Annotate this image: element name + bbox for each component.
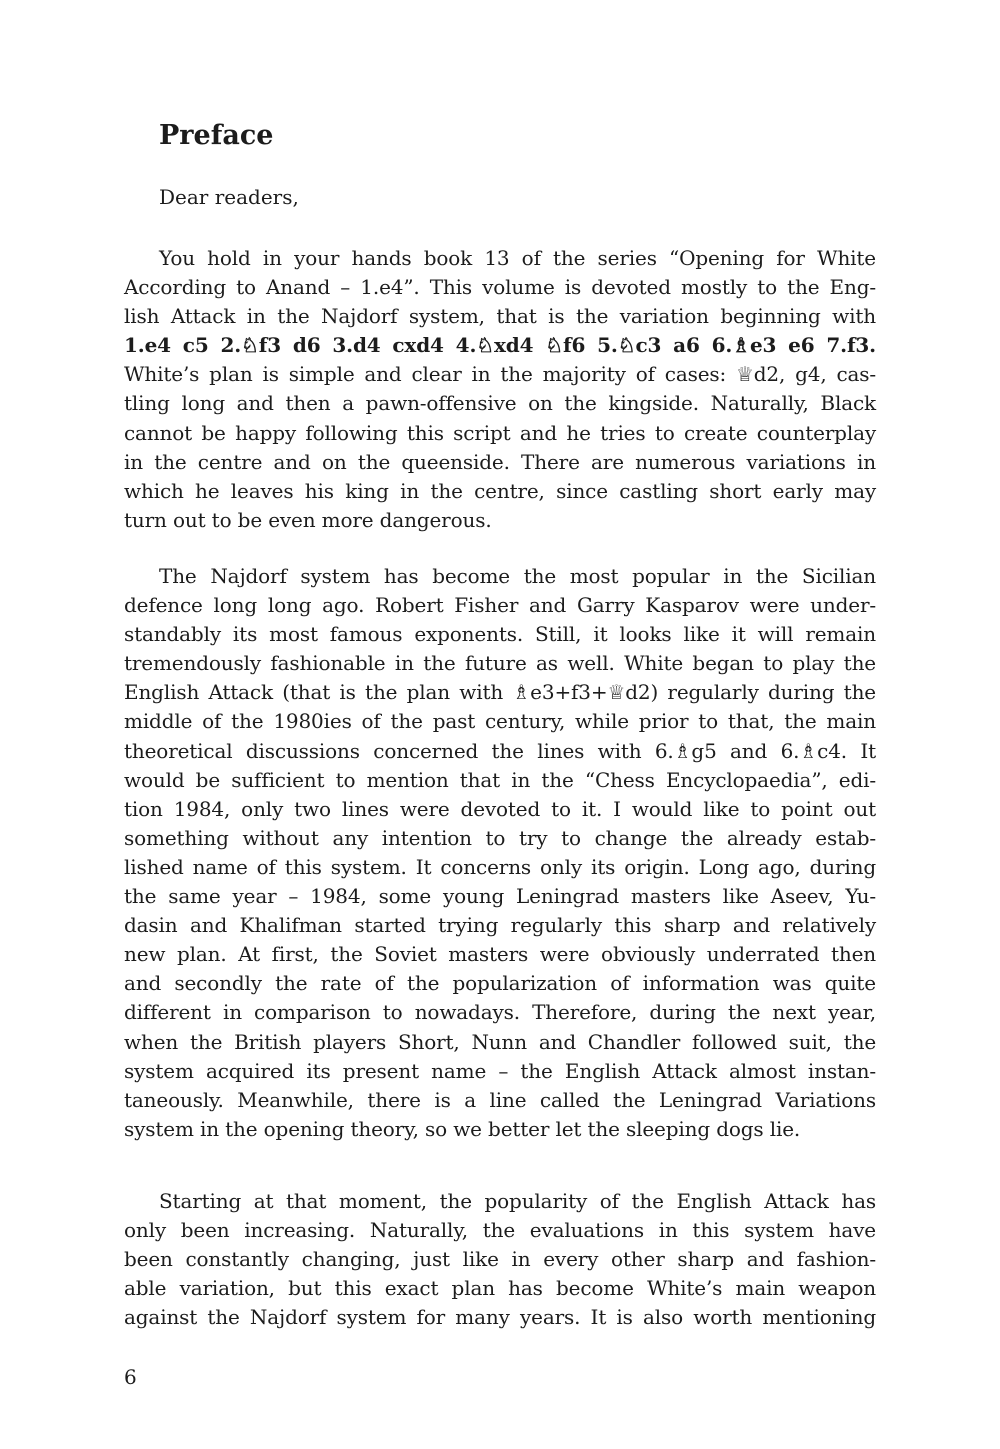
text-line: middle of the 1980ies of the past century, while prior to that, the main: [124, 709, 876, 734]
chess-move-sequence: 1.e4 c5 2.♘f3 d6 3.d4 cxd4 4.♘xd4 ♘f6 5.♘c3 a6 6.♗e3 e6 7.f3.: [124, 333, 876, 358]
text-line: and secondly the rate of the popularization of information was quite: [124, 971, 876, 996]
text-line: standably its most famous exponents. Still, it looks like it will remain: [124, 622, 876, 647]
text-line: different in comparison to nowadays. Therefore, during the next year,: [124, 1000, 876, 1025]
text-line: Starting at that moment, the popularity of the English Attack has: [159, 1189, 876, 1213]
paragraph-3: [124, 1187, 876, 1332]
text-line: According to Anand – 1.e4”. This volume is devoted mostly to the Eng-: [124, 275, 876, 300]
text-line: would be sufficient to mention that in the “Chess Encyclopaedia”, edi-: [124, 767, 876, 792]
text-line: something without any intention to try to change the already estab-: [124, 825, 876, 850]
text-line: dasin and Khalifman started trying regularly this sharp and relatively: [124, 913, 876, 938]
text-line: new plan. At first, the Soviet masters were obviously underrated then: [124, 942, 876, 967]
text-line: lish Attack in the Najdorf system, that is the variation beginning with: [124, 304, 876, 329]
paragraph-2: [124, 562, 876, 1144]
text-line: theoretical discussions concerned the lines with 6.♗g5 and 6.♗c4. It: [124, 738, 876, 763]
text-line: which he leaves his king in the centre, since castling short early may: [124, 478, 876, 503]
text-line: only been increasing. Naturally, the evaluations in this system have: [124, 1218, 876, 1243]
text-line: the same year – 1984, some young Leningrad masters like Aseev, Yu-: [124, 884, 876, 909]
text-line: system in the opening theory, so we better let the sleeping dogs lie.: [124, 1116, 801, 1141]
text-line: English Attack (that is the plan with ♗e3+f3+♕d2) regularly during the: [124, 680, 876, 705]
text-line: The Najdorf system has become the most popular in the Sicilian: [159, 564, 876, 588]
text-line: when the British players Short, Nunn and Chandler followed suit, the: [124, 1029, 876, 1054]
text-line: system acquired its present name – the English Attack almost instan-: [124, 1058, 876, 1083]
text-line: tremendously fashionable in the future as well. White began to play the: [124, 651, 876, 676]
text-line: in the centre and on the queenside. There are numerous variations in: [124, 449, 876, 474]
text-line: been constantly changing, just like in every other sharp and fashion-: [124, 1247, 876, 1272]
text-line: able variation, but this exact plan has become White’s main weapon: [124, 1276, 876, 1301]
text-line: taneously. Meanwhile, there is a line called the Leningrad Variations: [124, 1087, 876, 1112]
page-title: Preface: [159, 120, 274, 151]
text-line: lished name of this system. It concerns only its origin. Long ago, during: [124, 854, 876, 879]
text-line: tling long and then a pawn-offensive on the kingside. Naturally, Black: [124, 391, 876, 416]
text-line: You hold in your hands book 13 of the series “Opening for White: [159, 246, 876, 270]
page-number: 6: [124, 1365, 137, 1389]
text-line: tion 1984, only two lines were devoted to it. I would like to point out: [124, 796, 876, 821]
text-line: cannot be happy following this script and he tries to create counterplay: [124, 420, 876, 445]
text-line: White’s plan is simple and clear in the majority of cases: ♕d2, g4, cas-: [124, 362, 876, 387]
text-line: turn out to be even more dangerous.: [124, 507, 492, 532]
salutation: Dear readers,: [159, 185, 299, 209]
text-line: defence long long ago. Robert Fisher and Garry Kasparov were under-: [124, 593, 876, 618]
text-line: against the Najdorf system for many years. It is also worth mentioning: [124, 1305, 876, 1330]
paragraph-1: [124, 244, 876, 535]
